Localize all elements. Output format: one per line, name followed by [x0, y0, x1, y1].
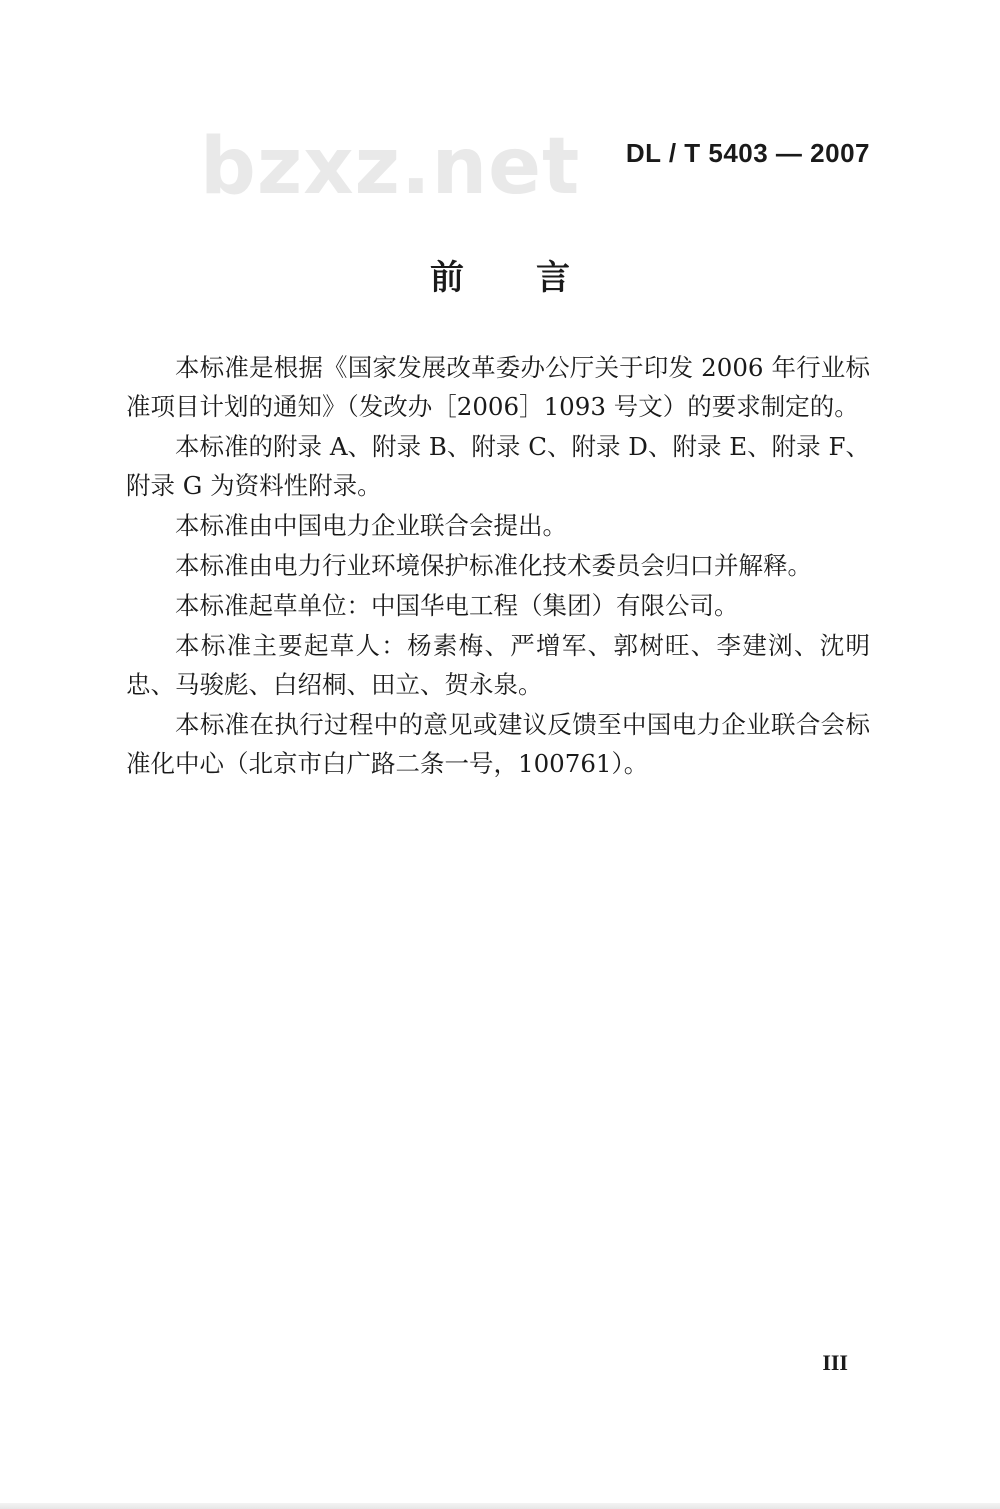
- paragraph: 本标准由中国电力企业联合会提出。: [175, 511, 567, 540]
- paragraph: 本标准主要起草人：杨素梅、严增军、郭树旺、李建浏、沈明忠、马骏彪、白绍桐、田立、贺永泉。: [126, 631, 870, 699]
- page-title: 前言: [430, 258, 642, 298]
- paragraph: 本标准是根据《国家发展改革委办公厅关于印发 2006 年行业标准项目计划的通知》（发改办［2006］1093 号文）的要求制定的。: [126, 353, 870, 421]
- standard-code: DL / T 5403 — 2007: [625, 138, 870, 168]
- paragraph: 本标准的附录 A、附录 B、附录 C、附录 D、附录 E、附录 F、附录 G 为资料性附录。: [126, 432, 870, 500]
- page-number: III: [822, 1350, 848, 1375]
- foreword-body: [126, 348, 870, 784]
- paragraph: 本标准在执行过程中的意见或建议反馈至中国电力企业联合会标准化中心（北京市白广路二条一号，100761）。: [126, 710, 870, 778]
- paragraph: 本标准起草单位：中国华电工程（集团）有限公司。: [175, 591, 739, 620]
- page-edge: [0, 1503, 1000, 1509]
- watermark: bzxz.net: [200, 122, 581, 212]
- paragraph: 本标准由电力行业环境保护标准化技术委员会归口并解释。: [175, 551, 812, 580]
